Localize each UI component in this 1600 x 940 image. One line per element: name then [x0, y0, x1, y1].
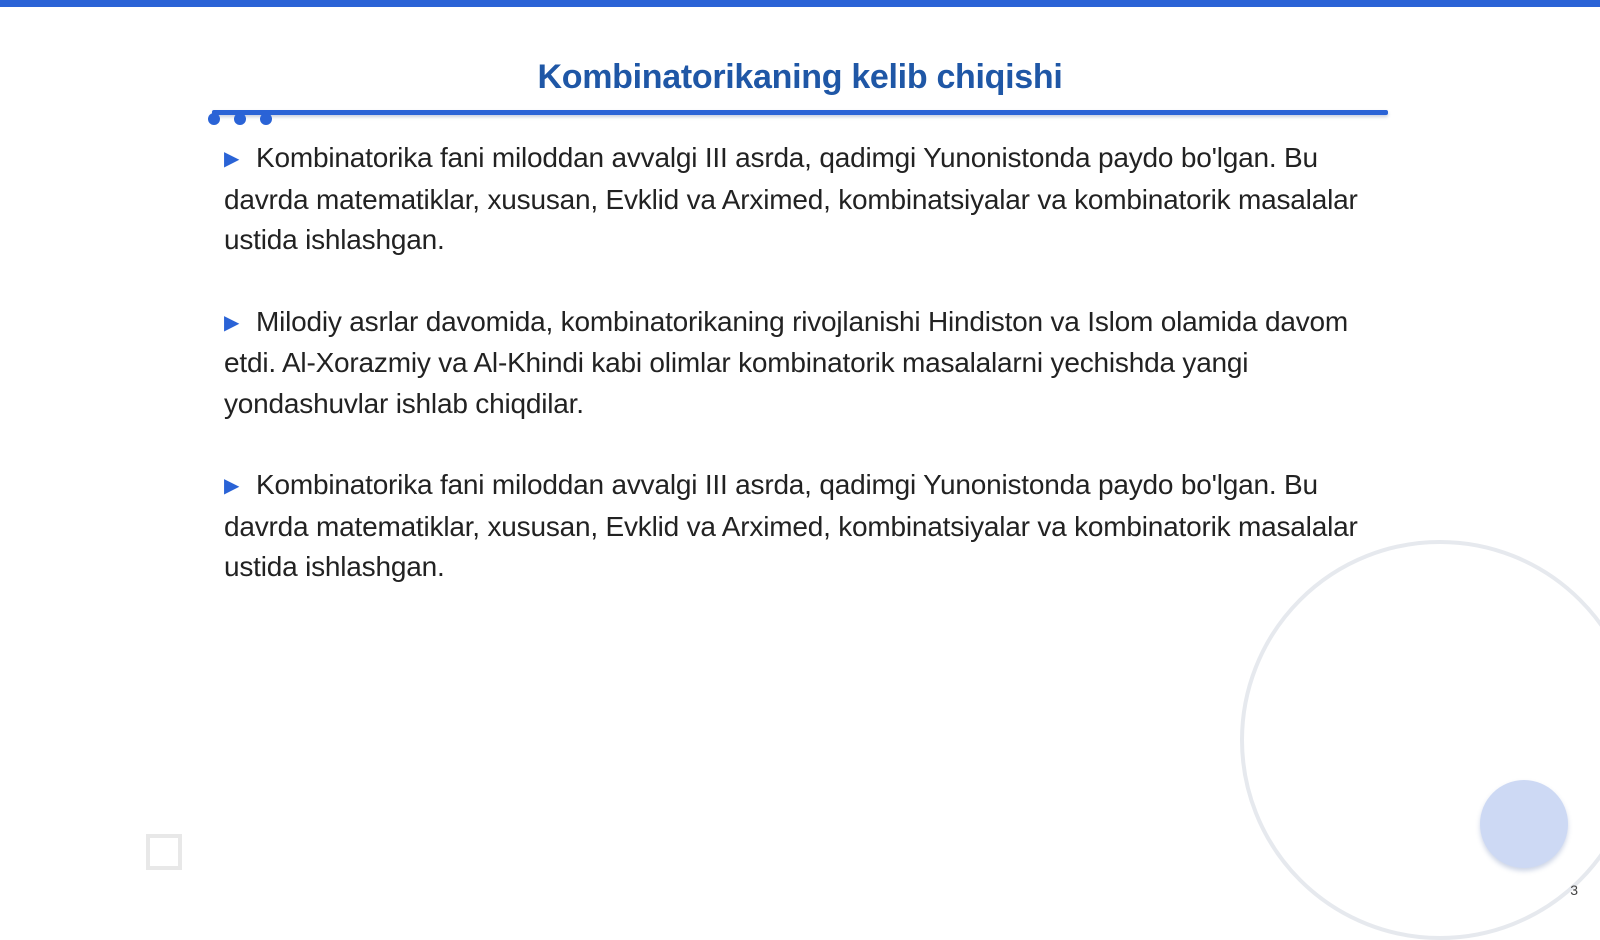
top-accent-bar — [0, 0, 1600, 7]
slide-number: 3 — [1570, 882, 1578, 898]
bullet-text: Milodiy asrlar davomida, kombinatorikaning rivojlanishi Hindiston va Islom olamida davom etdi. Al-Xorazmiy va Al-Khindi kabi olimlar kombinatorik masalalarni yechishda yangi yondashuvlar ishlab chiqdilar. — [224, 305, 1348, 419]
bullet-text: Kombinatorika fani miloddan avvalgi III asrda, qadimgi Yunonistonda paydo bo'lgan. Bu davrda matematiklar, xususan, Evklid va Arximed, kombinatsiyalar va kombinatorik masalalar ustida ishlashgan. — [224, 142, 1358, 255]
bullet-paragraph — [224, 138, 1374, 261]
title-underline — [212, 110, 1388, 115]
bullet-text: Kombinatorika fani miloddan avvalgi III asrda, qadimgi Yunonistonda paydo bo'lgan. Bu davrda matematiklar, xususan, Evklid va Arximed, kombinatsiyalar va kombinatorik masalalar ustida ishlashgan. — [224, 469, 1358, 582]
triangle-bullet-icon: ▶ — [224, 311, 240, 334]
decorative-circle — [1480, 780, 1568, 868]
bullet-paragraph — [224, 302, 1374, 425]
rule-dot-1 — [208, 113, 220, 125]
rule-dot-2 — [234, 113, 246, 125]
decorative-square — [146, 834, 182, 870]
slide-title: Kombinatorikaning kelib chiqishi — [537, 58, 1063, 96]
triangle-bullet-icon: ▶ — [224, 475, 240, 497]
slide-content — [224, 138, 1374, 629]
rule-dot-3 — [260, 113, 272, 125]
triangle-bullet-icon: ▶ — [224, 148, 240, 170]
bullet-paragraph — [224, 465, 1374, 588]
